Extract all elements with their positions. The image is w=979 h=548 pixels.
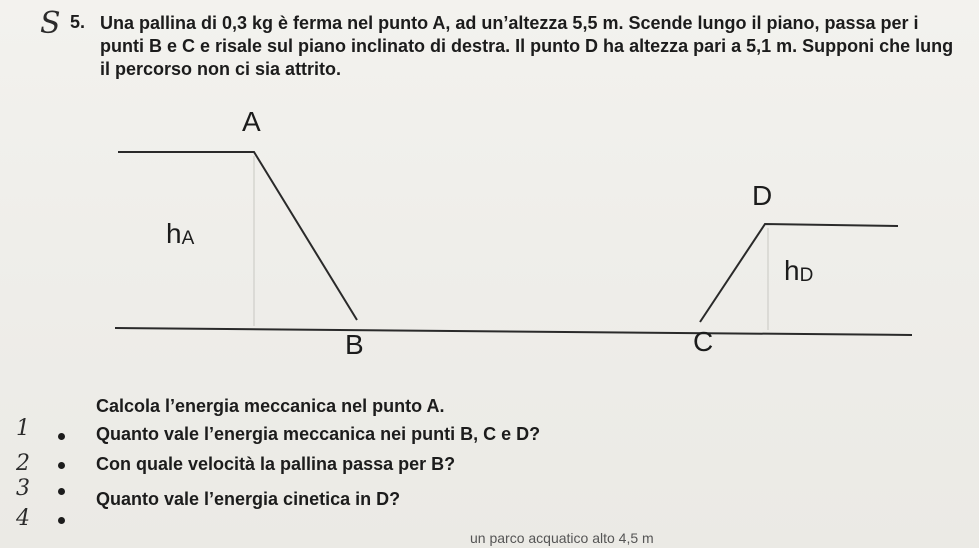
ground-line bbox=[115, 328, 912, 335]
left-ramp bbox=[118, 152, 357, 320]
bullet-icon bbox=[58, 517, 65, 524]
question-item: Quanto vale l’energia cinetica in D? bbox=[96, 489, 401, 509]
height-d-label: hD bbox=[784, 255, 814, 286]
handwritten-number: 3 bbox=[16, 476, 30, 501]
question-item: Con quale velocità la pallina passa per B? bbox=[96, 454, 456, 474]
bullet-icon bbox=[58, 462, 65, 469]
bullet-icon bbox=[58, 433, 65, 440]
next-problem-fragment: un parco acquatico alto 4,5 m bbox=[470, 530, 654, 546]
handwritten-number: 2 bbox=[16, 451, 30, 476]
problem-line: Una pallina di 0,3 kg è ferma nel punto A, ad un’altezza 5,5 m. Scende lungo il piano, passa per i bbox=[100, 13, 919, 33]
handwritten-number: 4 bbox=[16, 506, 30, 531]
point-b-label: B bbox=[345, 329, 364, 360]
bullet-icon bbox=[58, 488, 65, 495]
question-item: Calcola l’energia meccanica nel punto A. bbox=[96, 396, 445, 416]
problem-line: punti B e C e risale sul piano inclinato di destra. Il punto D ha altezza pari a 5,1 m. Supponi che lung bbox=[100, 36, 954, 56]
height-a-label: hA bbox=[166, 218, 195, 249]
problem-number: 5. bbox=[70, 12, 86, 32]
point-c-label: C bbox=[693, 326, 714, 357]
point-d-label: D bbox=[752, 180, 773, 211]
problem-line: il percorso non ci sia attrito. bbox=[100, 59, 342, 79]
handwritten-number: 1 bbox=[16, 416, 30, 441]
point-a-label: A bbox=[242, 106, 261, 137]
handwritten-mark: S bbox=[40, 6, 61, 41]
question-item: Quanto vale l’energia meccanica nei punti B, C e D? bbox=[96, 424, 541, 444]
